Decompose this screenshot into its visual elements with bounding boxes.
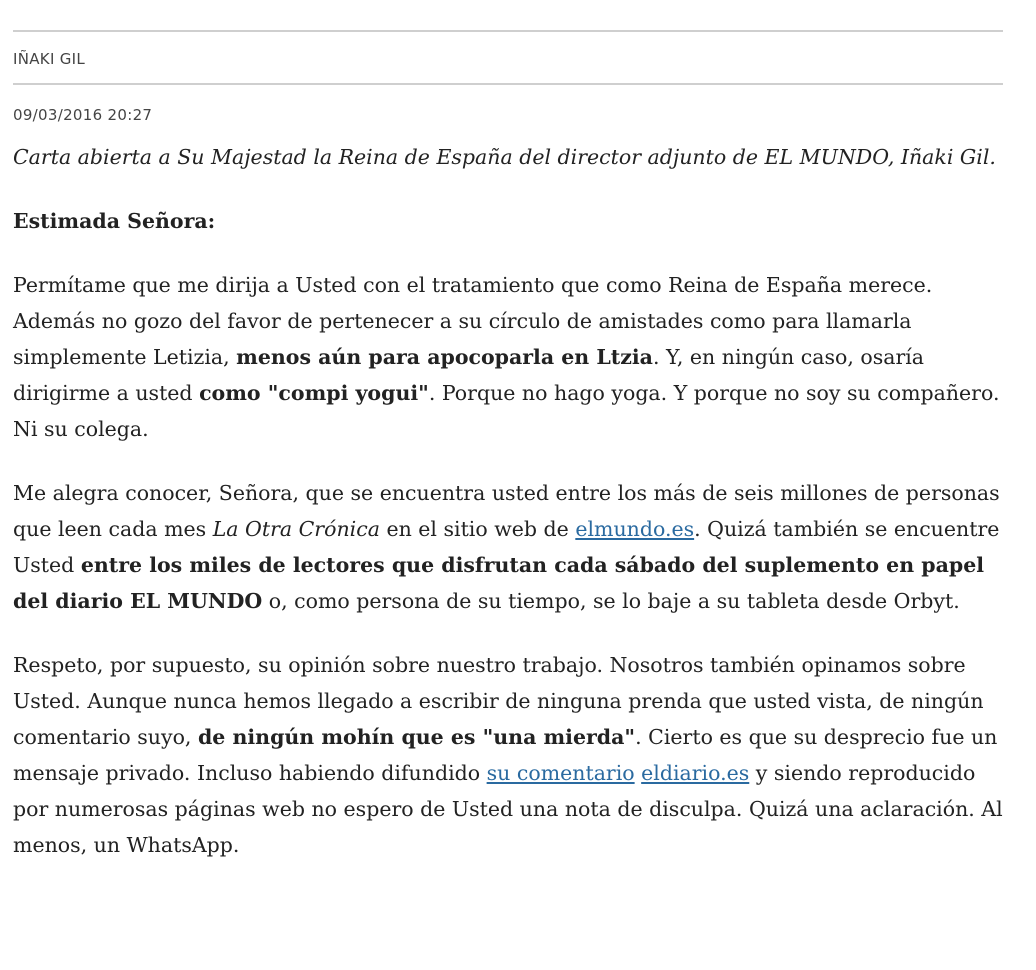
paragraph-2	[13, 475, 1013, 619]
p2-text-3: . Quizá también se encuentre Usted	[13, 517, 1000, 577]
p3-text-3: y siendo reproducido por numerosas páginas web no espero de Usted una nota de disculpa. Quizá una aclaración. Al menos, un WhatsApp.	[13, 761, 1003, 857]
p1-text-2: . Y, en ningún caso, osaría dirigirme a usted	[13, 345, 925, 405]
elmundo-link[interactable]: elmundo.es	[575, 517, 695, 541]
p1-text-1: Permítame que me dirija a Usted con el tratamiento que como Reina de España merece. Además no gozo del favor de pertenecer a su círculo de amistades como para llamarla simplemente Letizia,	[13, 273, 933, 369]
eldiario-link[interactable]: eldiario.es	[641, 761, 750, 785]
p1-bold-2: como "compi yogui"	[199, 381, 429, 405]
comment-link[interactable]: su comentario	[486, 761, 635, 785]
paragraph-1	[13, 267, 1013, 447]
p3-text-1: Respeto, por supuesto, su opinión sobre nuestro trabajo. Nosotros también opinamos sobre Usted. Aunque nunca hemos llegado a escribir de ninguna prenda que usted vista, de ningún comentario suyo,	[13, 653, 984, 749]
author-divider	[13, 83, 1003, 85]
paragraph-3	[13, 647, 1013, 863]
p3-bold-1: de ningún mohín que es "una mierda"	[197, 725, 636, 749]
top-divider	[13, 30, 1003, 32]
author-name: IÑAKI GIL	[13, 50, 86, 68]
p1-bold-1: menos aún para apocoparla en Ltzia	[236, 345, 653, 369]
p2-text-2: en el sitio web de	[379, 517, 576, 541]
greeting: Estimada Señora:	[13, 209, 216, 233]
p2-bold-1: entre los miles de lectores que disfrutan cada sábado del suplemento en papel del diario EL MUNDO	[13, 553, 985, 613]
p1-text-3: . Porque no hago yoga. Y porque no soy su compañero. Ni su colega.	[13, 381, 1000, 441]
p2-text-1: Me alegra conocer, Señora, que se encuentra usted entre los más de seis millones de personas que leen cada mes	[13, 481, 1000, 541]
article-body	[13, 139, 1013, 891]
publish-date: 09/03/2016 20:27	[13, 106, 153, 124]
p2-text-4: o, como persona de su tiempo, se lo baje a su tableta desde Orbyt.	[262, 589, 960, 613]
p3-text-2: . Cierto es que su desprecio fue un mensaje privado. Incluso habiendo difundido	[13, 725, 998, 785]
article-lead: Carta abierta a Su Majestad la Reina de España del director adjunto de EL MUNDO, Iñaki Gil.	[13, 145, 996, 169]
p2-italic-title: La Otra Crónica	[212, 517, 380, 541]
